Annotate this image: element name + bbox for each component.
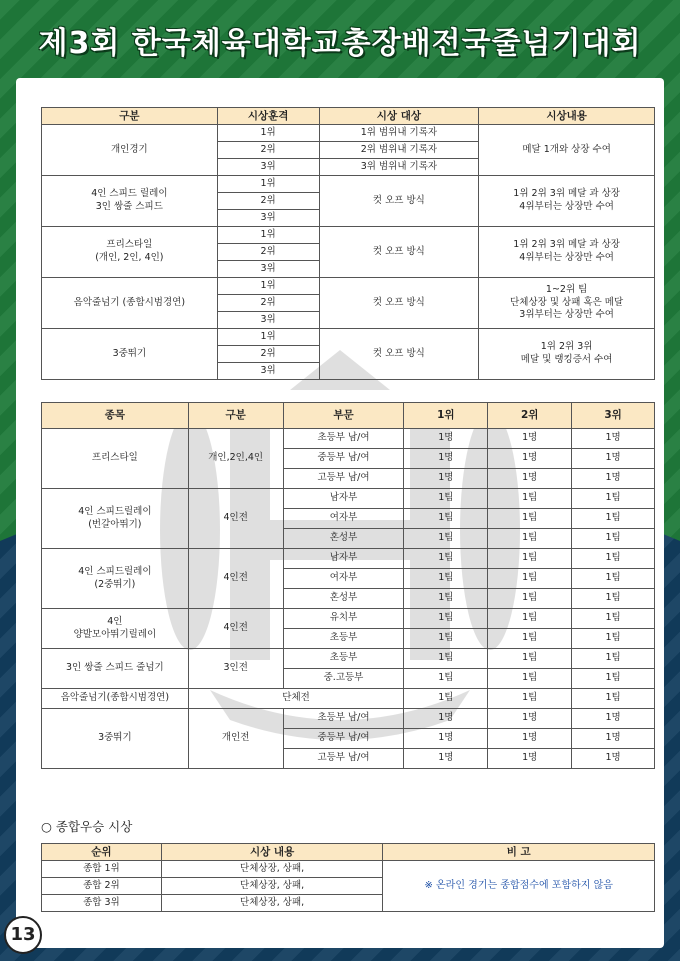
table-row (42, 125, 655, 142)
rank-cell: 3위 (217, 363, 319, 380)
division-cell: 초등부 (283, 649, 404, 669)
rank-cell: 종합 3위 (42, 895, 162, 912)
rank-cell: 2위 (217, 295, 319, 312)
rank-cell: 종합 2위 (42, 878, 162, 895)
event-name-cell: 4인 스피드릴레이 (2중뛰기) (42, 549, 189, 609)
place-cell: 1명 (572, 749, 655, 769)
table-row (42, 278, 655, 295)
page-title: 제3회 한국체육대학교총장배전국줄넘기대회 (38, 26, 642, 61)
place-cell: 1팀 (572, 649, 655, 669)
header-division: 부문 (283, 403, 404, 429)
place-cell: 1팀 (404, 549, 488, 569)
rank-cell: 1위 (217, 125, 319, 142)
place-cell: 1팀 (488, 489, 572, 509)
division-cell: 남자부 (283, 489, 404, 509)
target-cell: 컷 오프 방식 (319, 278, 479, 329)
page-number: 13 (4, 916, 42, 954)
place-cell: 1팀 (572, 669, 655, 689)
overall-award-table (41, 843, 655, 912)
target-cell: 컷 오프 방식 (319, 227, 479, 278)
event-name-cell: 프리스타일 (42, 429, 189, 489)
event-name-cell: 3인 쌍줄 스피드 줄넘기 (42, 649, 189, 689)
division-cell: 남자부 (283, 549, 404, 569)
target-cell: 컷 오프 방식 (319, 329, 479, 380)
division-cell: 혼성부 (283, 589, 404, 609)
table-row (42, 689, 655, 709)
division-cell: 혼성부 (283, 529, 404, 549)
content-cell: 1위 2위 3위 메달 과 상장 4위부터는 상장만 수여 (479, 176, 655, 227)
header-remarks: 비 고 (383, 844, 655, 861)
type-cell: 4인전 (188, 609, 283, 649)
event-name-cell: 3중뛰기 (42, 709, 189, 769)
place-cell: 1명 (488, 729, 572, 749)
place-cell: 1팀 (404, 649, 488, 669)
header-award-content: 시상내용 (479, 108, 655, 125)
remarks-note: ※ 온라인 경기는 종합점수에 포함하지 않음 (383, 861, 655, 912)
place-cell: 1명 (404, 429, 488, 449)
table-row (42, 429, 655, 449)
event-name-cell: 4인 스피드릴레이 (번갈아뛰기) (42, 489, 189, 549)
rank-cell: 3위 (217, 261, 319, 278)
rank-cell: 1위 (217, 278, 319, 295)
place-cell: 1명 (488, 469, 572, 489)
rank-cell: 2위 (217, 244, 319, 261)
content-cell: 단체상장, 상패, (161, 895, 383, 912)
header-award-target: 시상 대상 (319, 108, 479, 125)
content-cell: 단체상장, 상패, (161, 878, 383, 895)
place-cell: 1명 (404, 729, 488, 749)
target-cell: 2위 범위내 기록자 (319, 142, 479, 159)
place-cell: 1팀 (572, 489, 655, 509)
type-cell: 4인전 (188, 489, 283, 549)
place-cell: 1명 (404, 709, 488, 729)
place-cell: 1명 (572, 729, 655, 749)
table-row (42, 709, 655, 729)
table-row (42, 489, 655, 509)
target-cell: 3위 범위내 기록자 (319, 159, 479, 176)
header-second: 2위 (488, 403, 572, 429)
division-cell: 초등부 남/여 (283, 429, 404, 449)
content-cell: 1~2위 팀 단체상장 및 상패 혹은 메달 3위부터는 상장만 수여 (479, 278, 655, 329)
place-cell: 1팀 (488, 569, 572, 589)
table-row (42, 176, 655, 193)
division-cell: 여자부 (283, 509, 404, 529)
rank-cell: 3위 (217, 312, 319, 329)
place-cell: 1명 (404, 469, 488, 489)
event-name-cell: 4인 양발모아뛰기릴레이 (42, 609, 189, 649)
place-cell: 1팀 (572, 569, 655, 589)
event-name-cell: 음악줄넘기(종합시범경연) (42, 689, 189, 709)
table-row (42, 861, 655, 878)
header-type: 구분 (188, 403, 283, 429)
header-rank: 순위 (42, 844, 162, 861)
place-cell: 1팀 (572, 629, 655, 649)
table-row (42, 649, 655, 669)
rank-cell: 1위 (217, 176, 319, 193)
place-cell: 1팀 (488, 509, 572, 529)
category-cell: 음악줄넘기 (종합시범경연) (42, 278, 218, 329)
place-cell: 1팀 (572, 509, 655, 529)
division-cell: 고등부 남/여 (283, 469, 404, 489)
rank-cell: 1위 (217, 329, 319, 346)
table-row (42, 329, 655, 346)
type-cell: 개인전 (188, 709, 283, 769)
section-title: ○ 종합우승 시상 (41, 819, 133, 834)
place-cell: 1팀 (404, 609, 488, 629)
place-cell: 1팀 (488, 689, 572, 709)
rank-cell: 3위 (217, 159, 319, 176)
category-cell: 개인경기 (42, 125, 218, 176)
place-cell: 1팀 (488, 529, 572, 549)
place-cell: 1팀 (404, 509, 488, 529)
place-cell: 1팀 (404, 629, 488, 649)
content-cell: 1위 2위 3위 메달 및 랭킹증서 수여 (479, 329, 655, 380)
target-cell: 컷 오프 방식 (319, 176, 479, 227)
header-award-rank: 시상훈격 (217, 108, 319, 125)
division-cell: 중등부 남/여 (283, 729, 404, 749)
table-row (42, 549, 655, 569)
place-cell: 1팀 (488, 549, 572, 569)
content-cell: 단체상장, 상패, (161, 861, 383, 878)
place-cell: 1명 (404, 749, 488, 769)
division-cell: 유치부 (283, 609, 404, 629)
target-cell: 1위 범위내 기록자 (319, 125, 479, 142)
type-cell: 개인,2인,4인 (188, 429, 283, 489)
place-cell: 1명 (488, 749, 572, 769)
content-cell: 메달 1개와 상장 수여 (479, 125, 655, 176)
place-cell: 1팀 (488, 649, 572, 669)
rank-cell: 2위 (217, 193, 319, 210)
place-cell: 1명 (572, 449, 655, 469)
header-category: 구분 (42, 108, 218, 125)
place-cell: 1명 (488, 709, 572, 729)
division-cell: 초등부 (283, 629, 404, 649)
table-row (42, 609, 655, 629)
rank-cell: 종합 1위 (42, 861, 162, 878)
place-cell: 1팀 (488, 589, 572, 609)
place-cell: 1팀 (572, 589, 655, 609)
place-cell: 1팀 (488, 629, 572, 649)
rank-cell: 1위 (217, 227, 319, 244)
type-cell: 단체전 (188, 689, 404, 709)
division-cell: 초등부 남/여 (283, 709, 404, 729)
place-cell: 1팀 (404, 489, 488, 509)
category-cell: 프리스타일 (개인, 2인, 4인) (42, 227, 218, 278)
rank-cell: 2위 (217, 346, 319, 363)
place-cell: 1팀 (572, 529, 655, 549)
table-row (42, 227, 655, 244)
place-cell: 1팀 (488, 609, 572, 629)
division-cell: 여자부 (283, 569, 404, 589)
place-cell: 1팀 (572, 549, 655, 569)
division-cell: 중등부 남/여 (283, 449, 404, 469)
award-criteria-table (41, 107, 655, 380)
brand-watermark: 한국태권도신문 (569, 933, 664, 949)
place-cell: 1팀 (404, 689, 488, 709)
type-cell: 3인전 (188, 649, 283, 689)
header-third: 3위 (572, 403, 655, 429)
place-cell: 1팀 (404, 589, 488, 609)
event-awards-table (41, 402, 655, 769)
rank-cell: 3위 (217, 210, 319, 227)
place-cell: 1명 (572, 469, 655, 489)
place-cell: 1명 (488, 429, 572, 449)
header-content: 시상 내용 (161, 844, 383, 861)
type-cell: 4인전 (188, 549, 283, 609)
place-cell: 1팀 (572, 609, 655, 629)
header-first: 1위 (404, 403, 488, 429)
rank-cell: 2위 (217, 142, 319, 159)
place-cell: 1팀 (572, 689, 655, 709)
header-event: 종목 (42, 403, 189, 429)
place-cell: 1명 (488, 449, 572, 469)
category-cell: 3중뛰기 (42, 329, 218, 380)
division-cell: 고등부 남/여 (283, 749, 404, 769)
place-cell: 1팀 (488, 669, 572, 689)
place-cell: 1팀 (404, 569, 488, 589)
place-cell: 1팀 (404, 529, 488, 549)
category-cell: 4인 스피드 릴레이 3인 쌍줄 스피드 (42, 176, 218, 227)
division-cell: 중.고등부 (283, 669, 404, 689)
place-cell: 1명 (404, 449, 488, 469)
place-cell: 1팀 (404, 669, 488, 689)
place-cell: 1명 (572, 709, 655, 729)
place-cell: 1명 (572, 429, 655, 449)
content-cell: 1위 2위 3위 메달 과 상장 4위부터는 상장만 수여 (479, 227, 655, 278)
